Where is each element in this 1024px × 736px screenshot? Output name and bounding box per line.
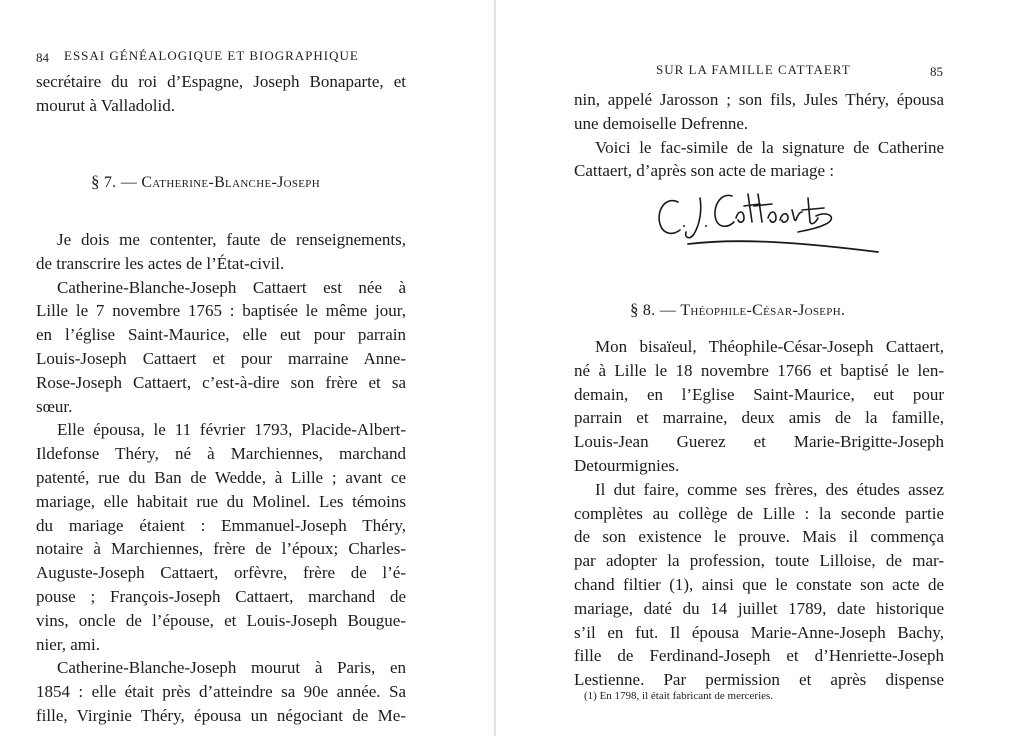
text-line: Rose-Joseph Cattaert, c’est-à-dire son frère et sa bbox=[36, 372, 406, 392]
text-line: mourut à Valladolid. bbox=[36, 95, 175, 115]
text-line: du mariage étaient : Emmanuel-Joseph Théry, bbox=[36, 515, 406, 535]
text-line: pouse ; François-Joseph Cattaert, marchand de bbox=[36, 586, 406, 606]
text-line: né à Lille le 18 novembre 1766 et baptisé le len- bbox=[574, 360, 944, 380]
section-number: 8. — bbox=[642, 302, 681, 319]
paragraph bbox=[574, 478, 944, 692]
text-line: nier, ami. bbox=[36, 634, 100, 654]
text-line: 1854 : elle était près d’atteindre sa 90e année. Sa bbox=[36, 682, 406, 702]
text-line: fille de Ferdinand-Joseph et d’Henriette-Joseph bbox=[574, 646, 944, 666]
text-line: Louis-Jean Guerez et Marie-Brigitte-Joseph bbox=[574, 432, 944, 452]
footnote: (1) En 1798, il était fabricant de merceries. bbox=[584, 690, 774, 702]
paragraph bbox=[36, 418, 406, 656]
opening-text bbox=[574, 88, 944, 183]
text-line: de transcrire les actes de l’État-civil. bbox=[36, 253, 285, 273]
paragraph bbox=[574, 335, 944, 478]
text-line: Catherine-Blanche-Joseph mourut à Paris, en bbox=[57, 658, 406, 678]
text-line: patenté, rue du Ban de Wedde, à Lille ; avant ce bbox=[36, 467, 406, 487]
text-line: secrétaire du roi d’Espagne, Joseph Bonaparte, et bbox=[36, 72, 406, 91]
text-line: Elle épousa, le 11 février 1793, Placide-Albert- bbox=[57, 420, 406, 440]
text-line: Detourmignies. bbox=[574, 455, 680, 475]
text-line: sœur. bbox=[36, 396, 73, 416]
paragraph bbox=[574, 136, 944, 184]
section-title: Catherine-Blanche-Joseph bbox=[141, 174, 320, 191]
text-line: s’il en fut. Il épousa Marie-Anne-Joseph Bachy, bbox=[574, 622, 944, 642]
text-line: chand filtier (1), ainsi que le constate son acte de bbox=[574, 574, 944, 594]
text-line: Lestienne. Par permission et après dispense bbox=[574, 670, 944, 690]
text-line: Lille le 7 novembre 1765 : baptisée le même jour, bbox=[36, 301, 406, 321]
running-head-title: ESSAI GÉNÉALOGIQUE ET BIOGRAPHIQUE bbox=[64, 48, 359, 63]
text-line: Auguste-Joseph Cattaert, orfèvre, frère de l’é- bbox=[36, 563, 406, 583]
paragraph bbox=[36, 276, 406, 419]
text-line: Je dois me contenter, faute de renseignements, bbox=[57, 230, 406, 249]
running-head bbox=[64, 48, 359, 64]
text-line: nin, appelé Jarosson ; son fils, Jules Théry, épousa bbox=[574, 90, 944, 109]
text-line: Il dut faire, comme ses frères, des études assez bbox=[595, 479, 944, 499]
section-number: 7. — bbox=[103, 174, 142, 191]
signature-facsimile bbox=[648, 180, 888, 260]
text-line: Louis-Joseph Cattaert et pour marraine Anne- bbox=[36, 348, 406, 368]
section-symbol: § bbox=[91, 172, 100, 191]
text-line: Catherine-Blanche-Joseph Cattaert est née à bbox=[57, 277, 406, 297]
text-line: Ildefonse Théry, né à Marchiennes, marchand bbox=[36, 444, 406, 464]
text-line: notaire à Marchiennes, frère de l’époux; Charles- bbox=[36, 539, 406, 559]
running-head-title: SUR LA FAMILLE CATTAERT bbox=[656, 62, 851, 77]
right-page bbox=[498, 0, 1024, 736]
section-symbol: § bbox=[630, 300, 639, 319]
page-number: 84 bbox=[36, 50, 49, 65]
text-line: fille, Virginie Théry, épousa un négociant de Me- bbox=[36, 705, 406, 725]
text-line: mariage, elle habitait rue du Molinel. Les témoins bbox=[36, 491, 406, 511]
text-line: Cattaert, d’après son acte de mariage : bbox=[574, 161, 835, 181]
text-line: demain, en l’Eglise Saint-Maurice, eut pour bbox=[574, 384, 944, 404]
text-line: Mon bisaïeul, Théophile-César-Joseph Cattaert, bbox=[595, 337, 944, 356]
opening-text bbox=[36, 70, 406, 118]
text-line: vins, oncle de l’épouse, et Louis-Joseph Bougue- bbox=[36, 610, 406, 630]
body-text bbox=[574, 335, 944, 692]
text-line: parrain et marraine, deux amis de la famille, bbox=[574, 408, 944, 428]
text-line: Voici le fac-simile de la signature de Catherine bbox=[595, 137, 944, 157]
page-number: 85 bbox=[930, 64, 943, 79]
running-head bbox=[656, 62, 851, 78]
paragraph bbox=[36, 656, 406, 727]
text-line: complètes au collège de Lille : la seconde partie bbox=[574, 503, 944, 523]
body-text bbox=[36, 228, 406, 728]
text-line: en l’église Saint-Maurice, elle eut pour parrain bbox=[36, 325, 406, 345]
left-page bbox=[0, 0, 498, 736]
section-heading bbox=[91, 172, 320, 192]
text-line: une demoiselle Defrenne. bbox=[574, 113, 749, 133]
text-line: par adopter la profession, toute Lilloise, de mar- bbox=[574, 551, 944, 571]
text-line: de son existence le prouve. Mais il commença bbox=[574, 527, 944, 547]
text-line: mariage, daté du 14 juillet 1789, date historique bbox=[574, 598, 944, 618]
paragraph bbox=[36, 228, 406, 276]
section-title: Théophile-César-Joseph. bbox=[680, 302, 846, 319]
section-heading bbox=[630, 300, 845, 320]
